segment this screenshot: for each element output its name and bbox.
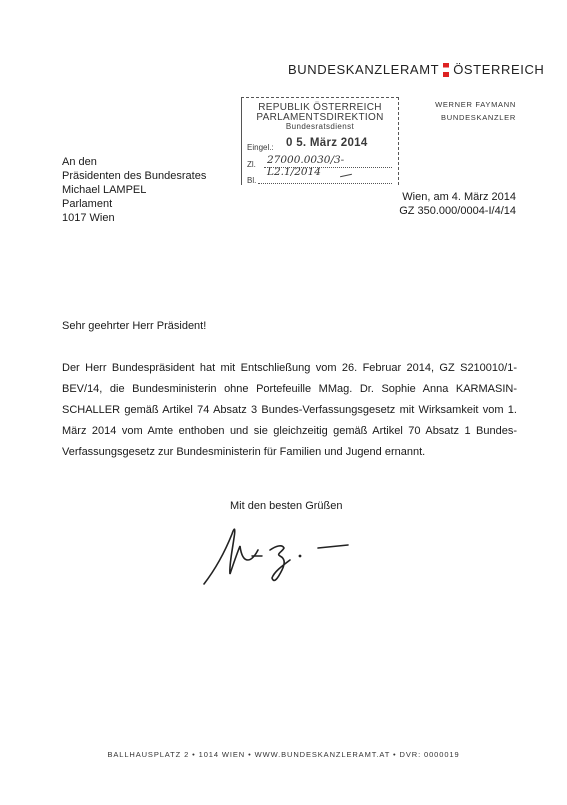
closing-phrase: Mit den besten Grüßen (230, 500, 343, 512)
signature-image (196, 516, 366, 594)
receipt-stamp (241, 97, 399, 185)
address-line: Michael LAMPEL (62, 184, 147, 196)
stamp-label-received: Eingel.: (247, 143, 274, 152)
address-line: 1017 Wien (62, 212, 115, 224)
recipient-address (62, 155, 206, 225)
brand-left: BUNDESKANZLERAMT (288, 62, 440, 77)
address-line: An den (62, 156, 97, 168)
stamp-line3: Bundesratsdienst (285, 122, 355, 131)
stamp-reference: 27000.0030/3-L2.1/2014 (267, 154, 345, 178)
place-date: Wien, am 4. März 2014 (402, 191, 516, 203)
stamp-line1: REPUBLIK ÖSTERREICH (258, 102, 382, 113)
address-line: Präsidenten des Bundesrates (62, 170, 207, 182)
footer-address: BALLHAUSPLATZ 2 • 1014 WIEN • WWW.BUNDESKANZLERAMT.AT • DVR: 0000019 (107, 750, 460, 759)
stamp-label-bl: Bl. (247, 176, 257, 185)
austria-flag-icon (443, 63, 449, 77)
brand-right: ÖSTERREICH (453, 62, 545, 77)
official-name: WERNER FAYMANN (435, 100, 516, 109)
letterhead-brand (288, 62, 544, 79)
address-line: Parlament (62, 198, 113, 210)
letter-meta (399, 190, 516, 218)
stamp-dotted-line (264, 167, 392, 168)
stamp-label-number: Zl. (247, 160, 256, 169)
official-title: BUNDESKANZLER (441, 113, 516, 122)
letter-body: Der Herr Bundespräsident hat mit Entschließung vom 26. Februar 2014, GZ S210010/1-BEV/14, die Bundesministerin ohne Portefeuille MMag. Dr. Sophie Anna KARMASIN-SCHALLER gemäß Artikel 74 Absatz 3 Bundes-Verfassungsgesetz mit Wirksamkeit vom 1. März 2014 vom Amte enthoben und sie gleichzeitig gemäß Artikel 70 Absatz 1 Bundes-Verfassungsgesetz zur Bundesministerin für Familien und Jugend ernannt. (62, 362, 517, 458)
stamp-line2: PARLAMENTSDIREKTION (256, 112, 384, 123)
official-block (435, 98, 516, 124)
stamp-received-date: 0 5. März 2014 (286, 137, 368, 149)
stamp-dotted-line (258, 183, 392, 184)
salutation: Sehr geehrter Herr Präsident! (62, 320, 207, 332)
reference-number: GZ 350.000/0004-I/4/14 (399, 205, 516, 217)
